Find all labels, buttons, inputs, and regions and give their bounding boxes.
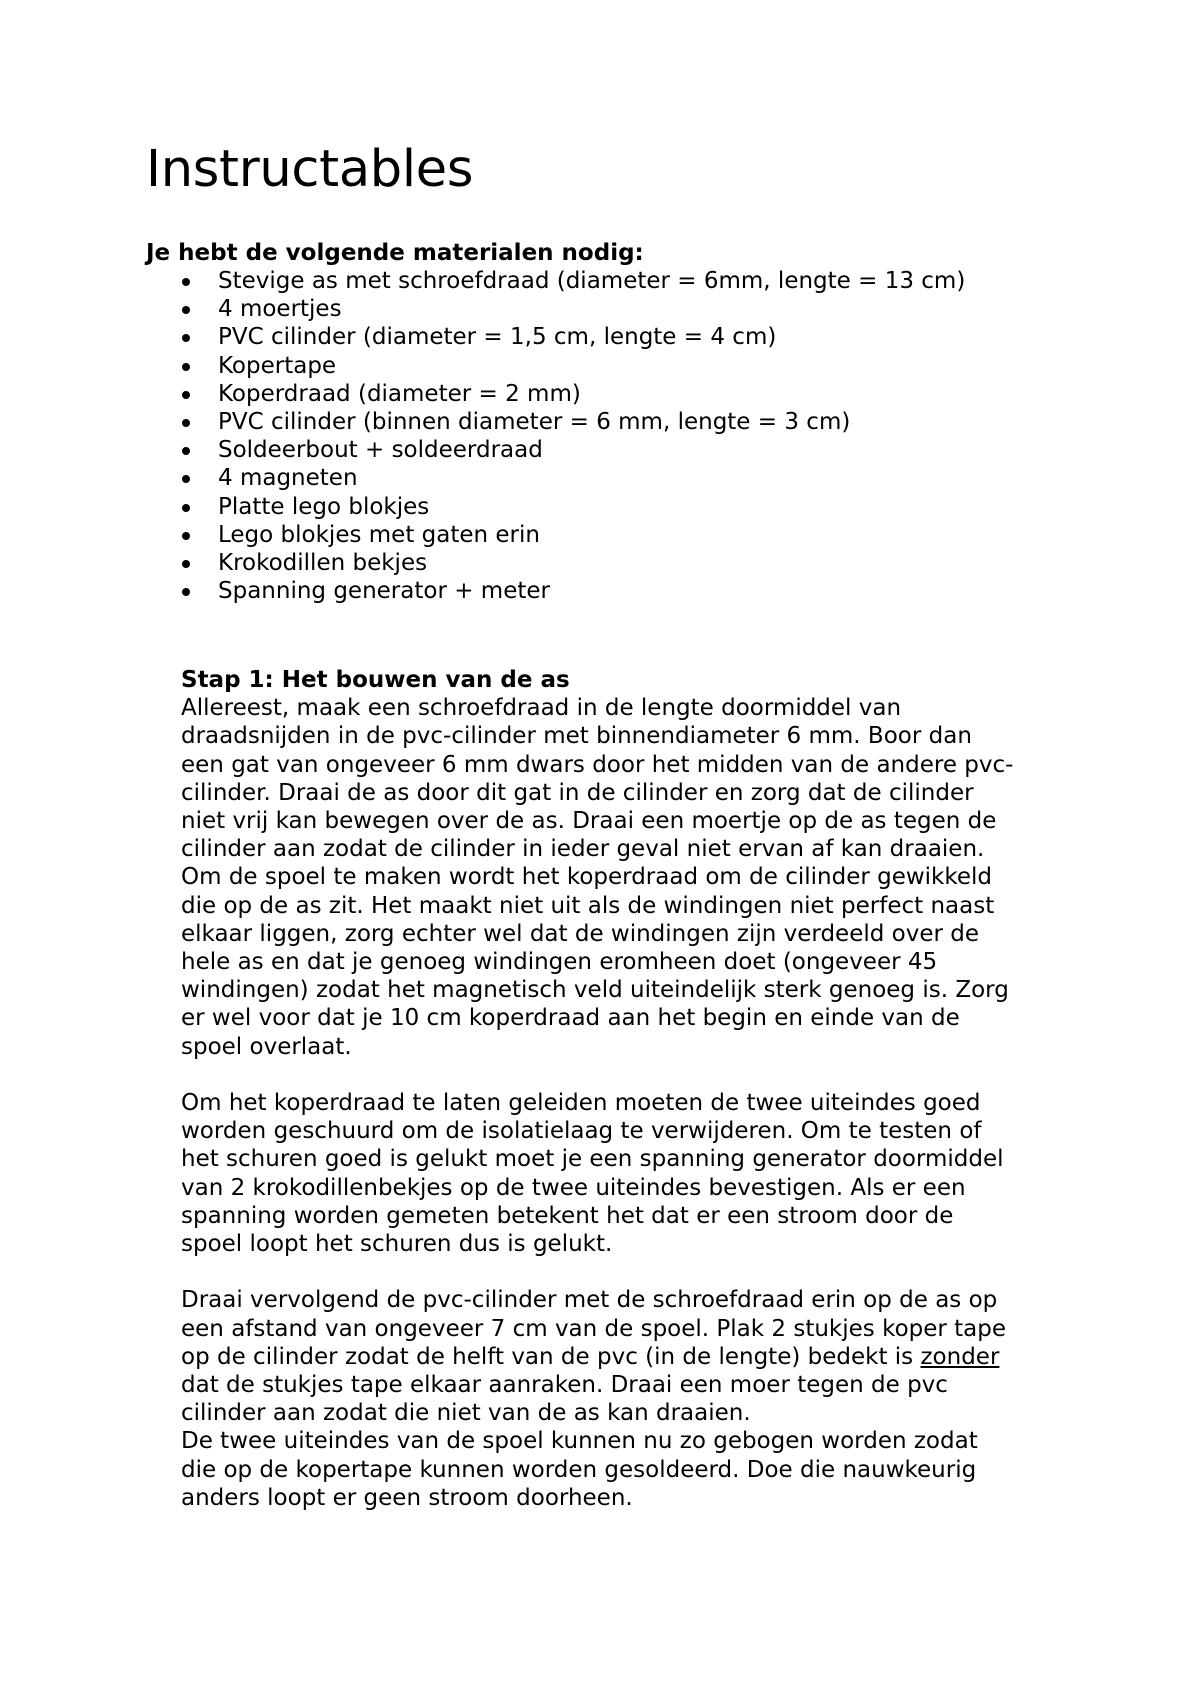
step1-section bbox=[181, 666, 1081, 1512]
list-item bbox=[146, 295, 965, 323]
material-text: PVC cilinder (diameter = 1,5 cm, lengte = 4 cm) bbox=[218, 324, 777, 351]
list-item bbox=[146, 493, 965, 521]
bullet-icon bbox=[182, 560, 190, 568]
list-item bbox=[146, 577, 965, 605]
step1-paragraph-2: Om het koperdraad te laten geleiden moeten de twee uiteindes goed worden geschuurd om de isolatielaag te verwijderen. Om te testen of het schuren goed is gelukt moet je een spanning generator doormiddel van 2 krokodillenbekjes op de twee uiteindes bevestigen. Als er een spanning worden gemeten betekent het dat er een stroom door de spoel loopt het schuren dus is gelukt. bbox=[181, 1090, 1004, 1258]
material-text: Stevige as met schroefdraad (diameter = 6mm, lengte = 13 cm) bbox=[218, 268, 966, 294]
step1-heading: Stap 1: Het bouwen van de as bbox=[181, 667, 570, 693]
list-item bbox=[146, 352, 965, 380]
list-item bbox=[146, 464, 965, 492]
material-text: Kopertape bbox=[218, 352, 337, 379]
bullet-icon bbox=[182, 475, 190, 483]
material-text: Spanning generator + meter bbox=[218, 578, 550, 605]
paragraph-3-text-start: Draai vervolgend de pvc-cilinder met de schroefdraad erin op de as op een afstand van ongeveer 7 cm van de spoel. Plak 2 stukjes koper tape op de cilinder zodat de helft van de pvc (in de lengte) bedekt is bbox=[181, 1287, 1007, 1370]
paragraph-3-text-end: dat de stukjes tape elkaar aanraken. Draai een moer tegen de pvc cilinder aan zodat die niet van de as kan draaien. bbox=[181, 1372, 948, 1427]
step1-paragraph-4: De twee uiteindes van de spoel kunnen nu zo gebogen worden zodat die op de kopertape kunnen worden gesoldeerd. Doe die nauwkeurig anders loopt er geen stroom doorheen. bbox=[181, 1428, 978, 1511]
list-item bbox=[146, 521, 965, 549]
list-item bbox=[146, 436, 965, 464]
material-text: Krokodillen bekjes bbox=[218, 550, 428, 577]
bullet-icon bbox=[182, 419, 190, 427]
bullet-icon bbox=[182, 278, 190, 286]
material-text: Platte lego blokjes bbox=[218, 493, 430, 520]
underlined-word: zonder bbox=[920, 1343, 1000, 1370]
bullet-icon bbox=[182, 532, 190, 540]
bullet-icon bbox=[182, 334, 190, 342]
material-text: Soldeerbout + soldeerdraad bbox=[218, 437, 543, 464]
bullet-icon bbox=[182, 391, 190, 399]
materials-list bbox=[146, 267, 965, 605]
list-item bbox=[146, 267, 965, 295]
bullet-icon bbox=[182, 504, 190, 512]
material-text: PVC cilinder (binnen diameter = 6 mm, lengte = 3 cm) bbox=[218, 409, 851, 436]
list-item bbox=[146, 549, 965, 577]
list-item bbox=[146, 323, 965, 351]
list-item bbox=[146, 380, 965, 408]
list-item bbox=[146, 408, 965, 436]
step1-paragraph-1: Allereest, maak een schroefdraad in de lengte doormiddel van draadsnijden in de pvc-cilinder met binnendiameter 6 mm. Boor dan een gat van ongeveer 6 mm dwars door het midden van de andere pvc- cilinder. Draai de as door dit gat in de cilinder en zorg dat de cilinder niet vrij kan bewegen over de as. Draai een moertje op de as tegen de cilinder aan zodat de cilinder in ieder geval niet ervan af kan draaien. Om de spoel te maken wordt het koperdraad om de cilinder gewikkeld die op de as zit. Het maakt niet uit als de windingen niet perfect naast elkaar liggen, zorg echter wel dat de windingen zijn verdeeld over de hele as en dat je genoeg windingen eromheen doet (ongeveer 45 windingen) zodat het magnetisch veld uiteindelijk sterk genoeg is. Zorg er wel voor dat je 10 cm koperdraad aan het begin en einde van de spoel overlaat. bbox=[181, 695, 1014, 1060]
bullet-icon bbox=[182, 363, 190, 371]
step1-paragraph-3 bbox=[181, 1286, 1081, 1427]
bullet-icon bbox=[182, 588, 190, 596]
bullet-icon bbox=[182, 306, 190, 314]
material-text: 4 moertjes bbox=[218, 296, 342, 323]
material-text: Lego blokjes met gaten erin bbox=[218, 521, 540, 548]
material-text: Koperdraad (diameter = 2 mm) bbox=[218, 380, 581, 407]
materials-heading: Je hebt de volgende materialen nodig: bbox=[146, 240, 644, 266]
material-text: 4 magneten bbox=[218, 465, 358, 492]
bullet-icon bbox=[182, 447, 190, 455]
document-title: Instructables bbox=[146, 140, 474, 199]
